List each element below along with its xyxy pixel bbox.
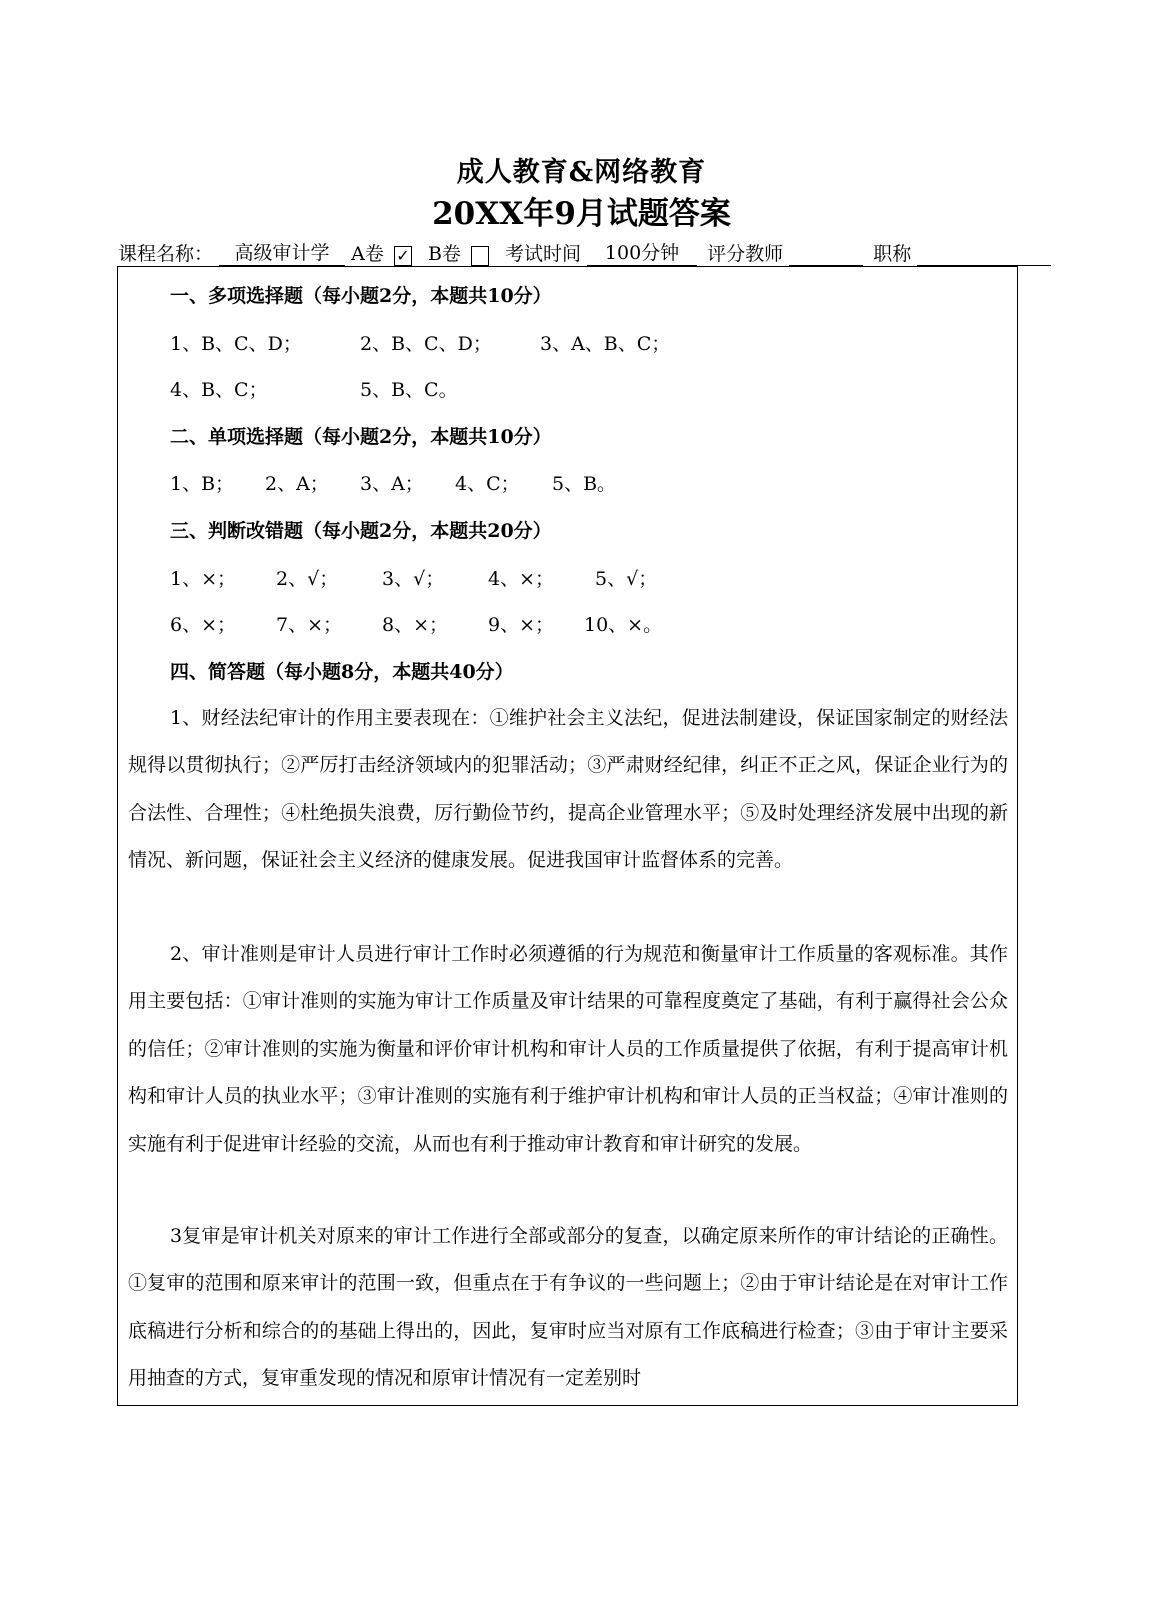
answer-item: 4、C； — [455, 473, 520, 495]
answer-item: 3、A、B、C； — [540, 333, 671, 355]
answer-item: 2、√； — [276, 568, 339, 590]
answer-item: 4、×； — [488, 568, 555, 590]
exam-time-label: 考试时间 — [505, 243, 582, 265]
answer-item: 6、×； — [170, 614, 237, 636]
answer-frame — [117, 266, 1018, 1406]
section-3-heading: 三、判断改错题（每小题2分，本题共20分） — [170, 520, 552, 542]
course-info-row — [118, 238, 1088, 268]
section-2-heading: 二、单项选择题（每小题2分，本题共10分） — [170, 426, 552, 448]
answer-item: 1、B、C、D； — [170, 333, 302, 355]
paper-a-checkbox: ✓ — [394, 246, 412, 266]
short-answer-paragraph-3: 3复审是审计机关对原来的审计工作进行全部或部分的复查，以确定原来所作的审计结论的正确性。①复审的范围和原来审计的范围一致，但重点在于有争议的一些问题上；②由于审计结论是在对审计工作底稿进行分析和综合的的基础上得出的，因此，复审时应当对原有工作底稿进行检查；③由于审计主要采用抽查的方式，复审重发现的情况和原审计情况有一定差别时 — [128, 1225, 1008, 1390]
answer-item: 7、×； — [276, 614, 343, 636]
answer-item: 4、B、C； — [170, 379, 268, 401]
answer-item: 1、B； — [170, 473, 235, 495]
grader-label: 评分教师 — [707, 243, 784, 265]
answer-item: 3、√； — [382, 568, 445, 590]
answer-item: 2、B、C、D； — [360, 333, 492, 355]
answer-item: 2、A； — [265, 473, 329, 495]
course-label: 课程名称： — [118, 243, 214, 265]
answer-item: 1、×； — [170, 568, 237, 590]
course-value: 高级审计学 — [219, 238, 345, 266]
paper-b-label: B卷 — [427, 243, 461, 265]
grader-value — [789, 241, 863, 266]
answer-item: 3、A； — [360, 473, 424, 495]
exam-time-value: 100分钟 — [587, 238, 697, 266]
answer-item: 5、√； — [595, 568, 658, 590]
answer-item: 10、×。 — [584, 614, 663, 636]
section-4-heading: 四、简答题（每小题8分，本题共40分） — [170, 661, 514, 683]
document-title-line1: 成人教育&网络教育 — [456, 157, 707, 188]
document-title-line2: 20XX年9月试题答案 — [432, 196, 731, 232]
job-title-label: 职称 — [873, 243, 912, 265]
answer-item: 5、B、C。 — [360, 379, 458, 401]
answer-item: 9、×； — [488, 614, 555, 636]
paper-b-checkbox — [471, 246, 489, 266]
answer-item: 5、B。 — [552, 473, 617, 495]
short-answer-paragraph-1: 1、财经法纪审计的作用主要表现在：①维护社会主义法纪，促进法制建设，保证国家制定的财经法规得以贯彻执行；②严厉打击经济领域内的犯罪活动；③严肃财经纪律，纠正不正之风，保证企业行为的合法性、合理性；④杜绝损失浪费，厉行勤俭节约，提高企业管理水平；⑤及时处理经济发展中出现的新情况、新问题，保证社会主义经济的健康发展。促进我国审计监督体系的完善。 — [128, 707, 1008, 872]
section-1-heading: 一、多项选择题（每小题2分，本题共10分） — [170, 285, 552, 307]
paper-a-label: A卷 — [351, 243, 384, 265]
job-title-value — [917, 241, 1051, 266]
answer-item: 8、×； — [382, 614, 449, 636]
short-answer-paragraph-2: 2、审计准则是审计人员进行审计工作时必须遵循的行为规范和衡量审计工作质量的客观标准。其作用主要包括：①审计准则的实施为审计工作质量及审计结果的可靠程度奠定了基础，有利于赢得社会公众的信任；②审计准则的实施为衡量和评价审计机构和审计人员的工作质量提供了依据，有利于提高审计机构和审计人员的执业水平；③审计准则的实施有利于维护审计机构和审计人员的正当权益；④审计准则的实施有利于促进审计经验的交流，从而也有利于推动审计教育和审计研究的发展。 — [128, 943, 1008, 1155]
